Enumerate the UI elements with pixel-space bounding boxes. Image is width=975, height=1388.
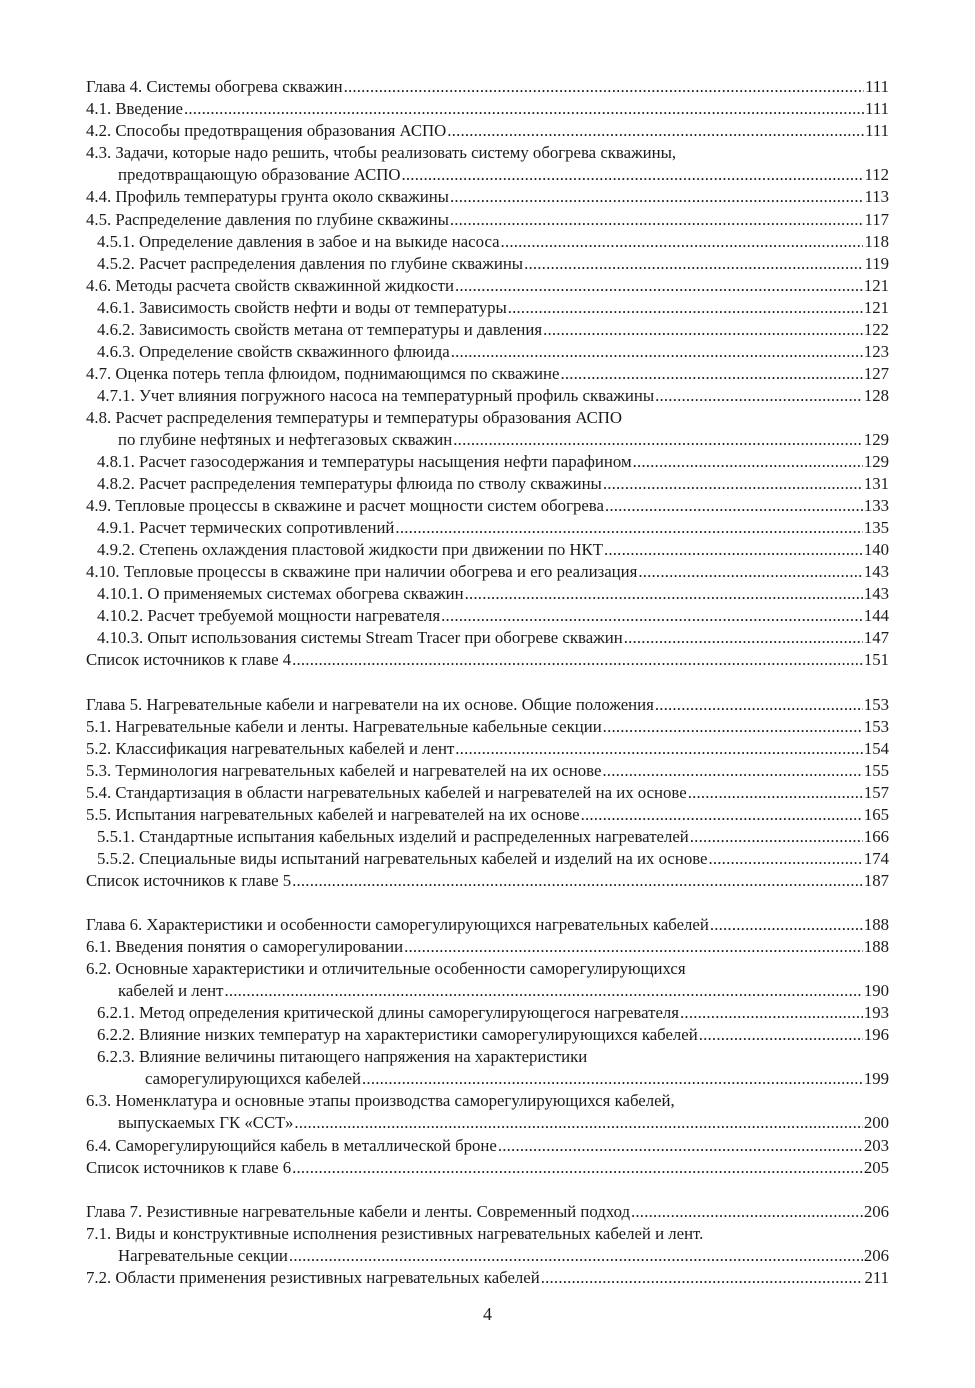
toc-entry-page: 153 [863, 694, 889, 714]
toc-entry-title: Список источников к главе 5 [86, 870, 292, 890]
toc-entry-title: 5.1. Нагревательные кабели и ленты. Нагревательные кабельные секции [86, 716, 602, 736]
section-spacer [86, 890, 889, 912]
toc-entry-page: 111 [865, 121, 889, 141]
toc-entry [86, 405, 889, 427]
toc-dot-leader [508, 300, 863, 317]
toc-dot-leader [465, 586, 863, 603]
toc-entry [86, 1044, 889, 1066]
toc-entry [86, 780, 889, 802]
toc-entry-title: 4.3. Задачи, которые надо решить, чтобы реализовать систему обогрева скважины, [86, 143, 677, 163]
toc-entry [86, 824, 889, 846]
toc-entry-title: 6.2.3. Влияние величины питающего напряжения на характеристики [97, 1047, 588, 1067]
toc-entry-page: 153 [863, 716, 889, 736]
toc-dot-leader [605, 498, 863, 515]
toc-entry [86, 493, 889, 515]
toc-entry [86, 427, 889, 449]
toc-entry [86, 471, 889, 493]
toc-entry-title: 4.6.3. Определение свойств скважинного флюида [97, 341, 450, 361]
toc-entry-title: Список источников к главе 4 [86, 650, 292, 670]
toc-entry-title: Список источников к главе 6 [86, 1157, 292, 1177]
toc-dot-leader [543, 322, 863, 339]
toc-entry-page: 113 [864, 187, 889, 207]
toc-entry [86, 140, 889, 162]
toc-entry [86, 74, 889, 96]
toc-dot-leader [404, 939, 863, 956]
toc-dot-leader [402, 167, 864, 184]
toc-entry-page: 187 [863, 870, 889, 890]
toc-entry [86, 1198, 889, 1220]
toc-entry-page: 199 [863, 1069, 889, 1089]
toc-dot-leader [688, 785, 863, 802]
toc-dot-leader [447, 123, 864, 140]
toc-entry-page: 121 [863, 297, 889, 317]
toc-entry-title: 4.9. Тепловые процессы в скважине и расчет мощности систем обогрева [86, 496, 604, 516]
toc-dot-leader [603, 719, 863, 736]
toc-entry [86, 757, 889, 779]
toc-entry-title: Глава 5. Нагревательные кабели и нагреватели на их основе. Общие положения [86, 694, 654, 714]
toc-entry-title: Глава 6. Характеристики и особенности саморегулирующихся нагревательных кабелей [86, 915, 709, 935]
toc-entry-title: 4.7. Оценка потерь тепла флюидом, поднимающимся по скважине [86, 363, 560, 383]
toc-entry-page: 174 [863, 848, 889, 868]
toc-entry [86, 339, 889, 361]
table-of-contents [86, 74, 889, 1287]
toc-dot-leader [184, 101, 864, 118]
toc-entry [86, 206, 889, 228]
toc-dot-leader [453, 432, 863, 449]
toc-dot-leader [292, 652, 863, 669]
toc-entry-title: 4.4. Профиль температуры грунта около скважины [86, 187, 449, 207]
toc-dot-leader [541, 1270, 864, 1287]
toc-entry [86, 846, 889, 868]
toc-dot-leader [344, 79, 864, 96]
toc-entry-title: 4.10.3. Опыт использования системы Stream Tracer при обогреве скважин [97, 628, 623, 648]
toc-entry [86, 317, 889, 339]
toc-entry-page: 200 [863, 1113, 889, 1133]
toc-dot-leader [292, 1160, 863, 1177]
toc-entry-title: 7.1. Виды и конструктивные исполнения резистивных нагревательных кабелей и лент. [86, 1223, 704, 1243]
toc-dot-leader [441, 608, 863, 625]
toc-entry-title: 6.2.2. Влияние низких температур на характеристики саморегулирующихся кабелей [97, 1025, 698, 1045]
toc-entry-title: 5.2. Классификация нагревательных кабелей и лент [86, 738, 455, 758]
toc-entry-page: 143 [863, 562, 889, 582]
toc-dot-leader [294, 1115, 862, 1132]
toc-entry [86, 515, 889, 537]
toc-entry-page: 154 [863, 738, 889, 758]
toc-entry-title: 4.6.2. Зависимость свойств метана от температуры и давления [97, 319, 543, 339]
toc-entry [86, 978, 889, 1000]
toc-entry-page: 193 [863, 1003, 889, 1023]
toc-entry-page: 112 [864, 165, 889, 185]
toc-entry [86, 802, 889, 824]
toc-dot-leader [624, 630, 863, 647]
toc-entry-title: 4.2. Способы предотвращения образования АСПО [86, 121, 447, 141]
section-spacer [86, 669, 889, 691]
toc-entry [86, 1110, 889, 1132]
toc-entry-title: кабелей и лент [118, 981, 224, 1001]
toc-entry-page: 155 [863, 760, 889, 780]
toc-entry-title: 4.10. Тепловые процессы в скважине при наличии обогрева и его реализация [86, 562, 638, 582]
toc-entry [86, 581, 889, 603]
toc-dot-leader [560, 366, 862, 383]
toc-entry-page: 140 [863, 540, 889, 560]
toc-entry [86, 537, 889, 559]
toc-entry [86, 1022, 889, 1044]
toc-entry [86, 449, 889, 471]
toc-entry-title: 4.5. Распределение давления по глубине скважины [86, 209, 449, 229]
toc-entry-title: 4.10.1. О применяемых системах обогрева скважин [97, 584, 464, 604]
toc-entry [86, 713, 889, 735]
toc-entry-title: 4.6.1. Зависимость свойств нефти и воды от температуры [97, 297, 507, 317]
toc-entry-page: 123 [863, 341, 889, 361]
toc-entry [86, 912, 889, 934]
toc-dot-leader [524, 256, 863, 273]
toc-entry-page: 205 [863, 1157, 889, 1177]
toc-dot-leader [655, 697, 863, 714]
toc-entry [86, 272, 889, 294]
toc-entry-title: 7.2. Области применения резистивных нагревательных кабелей [86, 1267, 540, 1287]
toc-dot-leader [709, 851, 863, 868]
toc-entry-page: 111 [865, 99, 889, 119]
toc-entry-page: 143 [863, 584, 889, 604]
toc-entry-title: по глубине нефтяных и нефтегазовых скважин [118, 430, 453, 449]
toc-dot-leader [224, 983, 862, 1000]
toc-entry-title: 6.1. Введения понятия о саморегулировании [86, 937, 404, 957]
toc-dot-leader [710, 917, 863, 934]
toc-entry-title: 4.1. Введение [86, 99, 184, 119]
toc-dot-leader [292, 873, 863, 890]
toc-entry-title: 5.4. Стандартизация в области нагревательных кабелей и нагревателей на их основе [86, 782, 687, 802]
toc-entry [86, 1220, 889, 1242]
toc-entry-title: 5.3. Терминология нагревательных кабелей и нагревателей на их основе [86, 760, 602, 780]
toc-dot-leader [581, 807, 863, 824]
toc-entry-page: 190 [863, 981, 889, 1001]
toc-dot-leader [451, 344, 863, 361]
toc-entry-title: саморегулирующихся кабелей [145, 1069, 362, 1089]
toc-entry [86, 250, 889, 272]
toc-entry-title: Глава 7. Резистивные нагревательные кабели и ленты. Современный подход [86, 1201, 631, 1221]
toc-entry-title: 4.9.1. Расчет термических сопротивлений [97, 518, 395, 538]
toc-dot-leader [455, 278, 863, 295]
toc-entry-title: предотвращающую образование АСПО [118, 165, 401, 185]
toc-entry [86, 294, 889, 316]
toc-entry-title: 5.5. Испытания нагревательных кабелей и нагревателей на их основе [86, 804, 580, 824]
toc-dot-leader [633, 454, 863, 471]
toc-entry-title: 4.8.1. Расчет газосодержания и температуры насыщения нефти парафином [97, 452, 632, 472]
toc-entry-page: 128 [863, 385, 889, 405]
toc-entry [86, 647, 889, 669]
toc-entry-page: 165 [863, 804, 889, 824]
toc-entry-page: 121 [863, 275, 889, 295]
toc-entry [86, 1265, 889, 1287]
toc-entry-title: 4.5.2. Расчет распределения давления по глубине скважины [97, 253, 524, 273]
toc-entry-page: 206 [863, 1201, 889, 1221]
toc-entry [86, 1154, 889, 1176]
toc-entry-page: 135 [863, 518, 889, 538]
toc-entry-title: 4.8.2. Расчет распределения температуры флюида по стволу скважины [97, 474, 602, 494]
toc-entry-page: 211 [864, 1267, 889, 1287]
toc-dot-leader [638, 564, 862, 581]
toc-entry-page: 151 [863, 650, 889, 670]
toc-entry-title: 4.9.2. Степень охлаждения пластовой жидкости при движении по НКТ [97, 540, 603, 560]
toc-entry [86, 383, 889, 405]
toc-entry-title: 4.5.1. Определение давления в забое и на выкиде насоса [97, 231, 500, 251]
toc-entry-title: Нагревательные секции [118, 1245, 288, 1265]
toc-dot-leader [603, 476, 863, 493]
toc-dot-leader [602, 763, 862, 780]
toc-entry-page: 129 [863, 430, 889, 449]
toc-entry-title: 6.3. Номенклатура и основные этапы производства саморегулирующихся кабелей, [86, 1091, 675, 1111]
toc-entry [86, 735, 889, 757]
toc-entry-title: 6.4. Саморегулирующийся кабель в металлической броне [86, 1135, 497, 1155]
toc-entry [86, 96, 889, 118]
toc-dot-leader [450, 212, 864, 229]
toc-entry-title: 4.7.1. Учет влияния погружного насоса на температурный профиль скважины [97, 385, 655, 405]
toc-dot-leader [604, 542, 863, 559]
toc-entry-title: выпускаемых ГК «ССТ» [118, 1113, 294, 1133]
toc-entry [86, 625, 889, 647]
toc-entry-page: 188 [863, 915, 889, 935]
toc-dot-leader [362, 1071, 863, 1088]
toc-entry-page: 188 [863, 937, 889, 957]
toc-dot-leader [699, 1027, 863, 1044]
toc-dot-leader [690, 829, 863, 846]
toc-entry-title: 4.6. Методы расчета свойств скважинной жидкости [86, 275, 454, 295]
toc-entry [86, 228, 889, 250]
toc-dot-leader [655, 388, 863, 405]
toc-dot-leader [501, 234, 864, 251]
toc-entry [86, 361, 889, 383]
toc-dot-leader [680, 1005, 863, 1022]
toc-dot-leader [455, 741, 863, 758]
toc-entry-page: 127 [863, 363, 889, 383]
toc-entry-title: 4.8. Расчет распределения температуры и температуры образования АСПО [86, 407, 623, 427]
toc-dot-leader [498, 1138, 863, 1155]
toc-entry-title: 4.10.2. Расчет требуемой мощности нагревателя [97, 606, 441, 626]
toc-entry [86, 1066, 889, 1088]
toc-entry-title: Глава 4. Системы обогрева скважин [86, 77, 343, 97]
toc-entry [86, 956, 889, 978]
toc-entry-page: 118 [864, 231, 889, 251]
toc-entry [86, 1132, 889, 1154]
toc-dot-leader [395, 520, 862, 537]
page-number: 4 [483, 1304, 492, 1324]
toc-entry-page: 144 [863, 606, 889, 626]
toc-entry-page: 111 [865, 77, 889, 97]
toc-entry-page: 117 [864, 209, 889, 229]
toc-entry [86, 1088, 889, 1110]
toc-entry-page: 196 [863, 1025, 889, 1045]
toc-entry [86, 691, 889, 713]
section-spacer [86, 1176, 889, 1198]
toc-entry-page: 206 [863, 1245, 889, 1265]
toc-entry [86, 1000, 889, 1022]
toc-entry-page: 157 [863, 782, 889, 802]
toc-dot-leader [631, 1204, 863, 1221]
toc-entry-page: 133 [863, 496, 889, 516]
toc-entry [86, 603, 889, 625]
toc-entry [86, 162, 889, 184]
toc-entry [86, 184, 889, 206]
toc-entry [86, 118, 889, 140]
toc-entry-page: 129 [863, 452, 889, 472]
toc-entry-page: 166 [863, 826, 889, 846]
toc-entry [86, 934, 889, 956]
toc-entry-page: 147 [863, 628, 889, 648]
toc-entry-page: 131 [863, 474, 889, 494]
toc-entry-title: 5.5.2. Специальные виды испытаний нагревательных кабелей и изделий на их основе [97, 848, 708, 868]
toc-entry-page: 122 [863, 319, 889, 339]
toc-dot-leader [450, 189, 863, 206]
toc-entry [86, 559, 889, 581]
toc-entry-title: 6.2.1. Метод определения критической длины саморегулирующегося нагревателя [97, 1003, 680, 1023]
toc-entry-page: 203 [863, 1135, 889, 1155]
toc-entry-title: 6.2. Основные характеристики и отличительные особенности саморегулирующихся [86, 959, 686, 979]
toc-dot-leader [289, 1248, 863, 1265]
toc-entry [86, 868, 889, 890]
toc-entry [86, 1242, 889, 1264]
toc-entry-title: 5.5.1. Стандартные испытания кабельных изделий и распределенных нагревателей [97, 826, 689, 846]
toc-entry-page: 119 [864, 253, 889, 273]
